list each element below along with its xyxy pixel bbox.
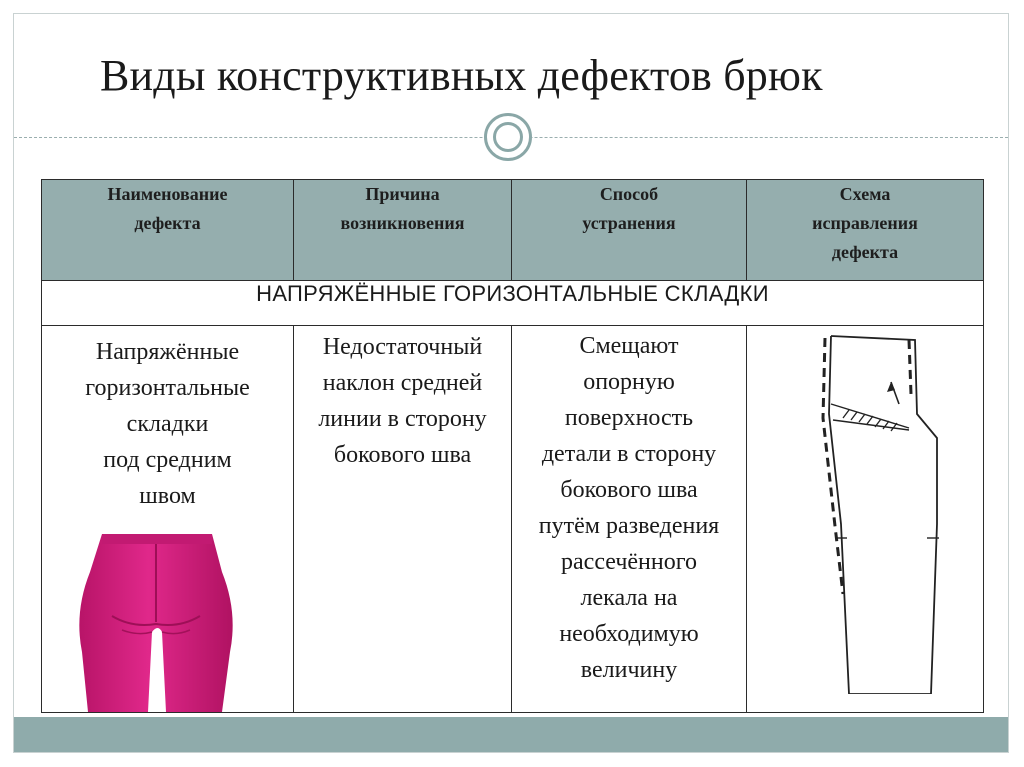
header-scheme: Схема исправления дефекта xyxy=(747,180,984,281)
table-header-row xyxy=(42,180,984,281)
slide-title: Виды конструктивных дефектов брюк xyxy=(100,51,823,100)
cause-text: Недостаточный наклон средней линии в сторону бокового шва xyxy=(318,334,487,468)
footer-bar xyxy=(14,717,1008,752)
cause-cell xyxy=(294,326,512,713)
pattern-correction-diagram xyxy=(819,334,949,694)
defect-name-text: Напряжённые горизонтальные складки под средним швом xyxy=(85,339,250,509)
defects-table xyxy=(41,179,984,713)
remedy-cell xyxy=(512,326,747,713)
circle-ornament-icon xyxy=(484,113,532,161)
header-remedy: Способ устранения xyxy=(512,180,747,281)
section-title: НАПРЯЖЁННЫЕ ГОРИЗОНТАЛЬНЫЕ СКЛАДКИ xyxy=(42,281,984,326)
remedy-text: Смещают опорную поверхность детали в сторону бокового шва путём разведения рассечённого лекала на необходимую величину xyxy=(538,333,720,683)
section-row xyxy=(42,281,984,326)
scheme-cell xyxy=(747,326,984,713)
trousers-photo xyxy=(72,532,242,712)
table-row xyxy=(42,326,984,713)
defect-name-cell xyxy=(42,326,294,713)
header-cause: Причина возникновения xyxy=(294,180,512,281)
header-defect-name: Наименование дефекта xyxy=(42,180,294,281)
